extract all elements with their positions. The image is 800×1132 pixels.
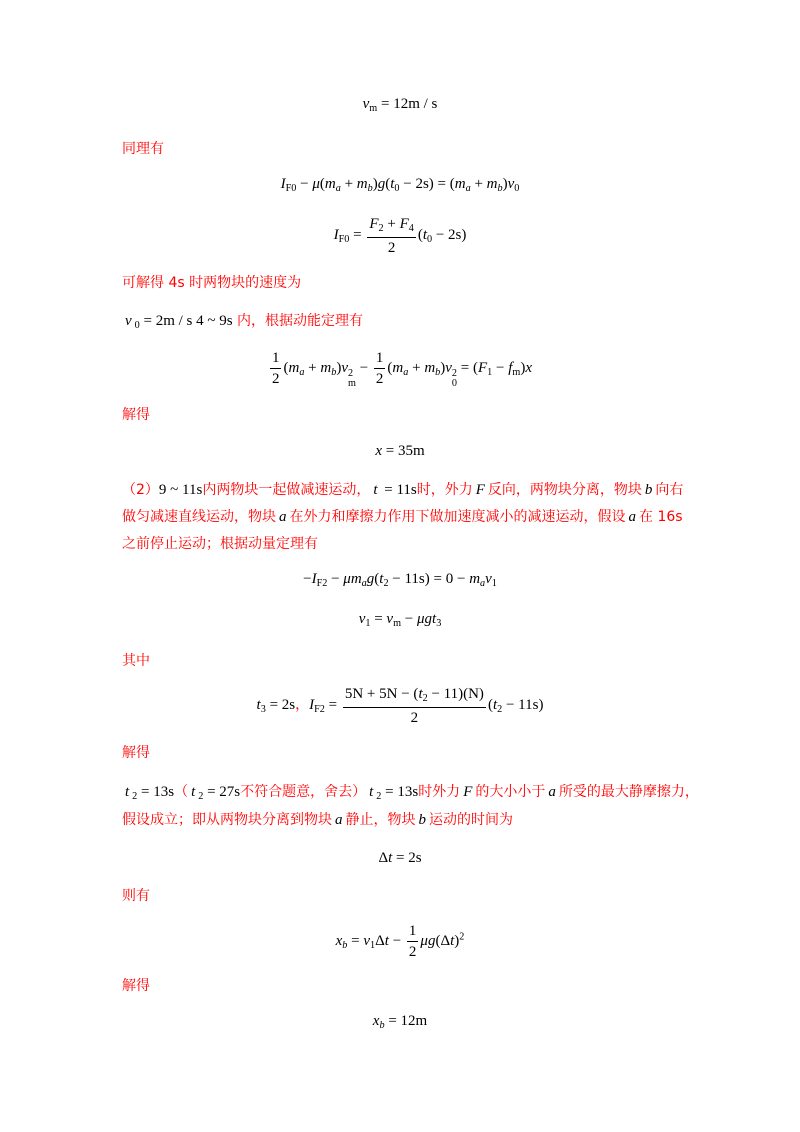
subscript: b	[331, 366, 337, 378]
math-italic: v	[386, 611, 394, 627]
math-italic: μ	[312, 176, 320, 192]
math-text: )	[372, 176, 378, 192]
subscript: 0	[134, 319, 140, 331]
math-text: +	[470, 176, 487, 192]
formula-kinetic-energy	[100, 345, 700, 393]
math-text: Δ	[375, 932, 385, 949]
math-italic: t	[450, 932, 455, 949]
math-text: − 2s)	[432, 227, 467, 244]
math-text: (Δ	[435, 932, 451, 949]
math-text: 1	[271, 349, 280, 366]
math-text: )	[520, 359, 526, 376]
math-italic: F	[369, 216, 379, 233]
math-italic: t	[492, 697, 498, 714]
subscript: 2	[376, 790, 382, 802]
math-text: 4 ~ 9s	[196, 313, 233, 329]
math-text: − 2s) = (	[399, 176, 455, 192]
math-text: (	[387, 359, 393, 376]
text-t2-result-line1	[122, 784, 722, 802]
subscript: a	[361, 577, 367, 589]
text-run: 在外力和摩擦力作用下做加速度减小的减速运动，假设	[289, 509, 626, 525]
fraction-numerator	[407, 922, 419, 942]
math-text: 2	[271, 370, 280, 387]
subscript: m	[393, 617, 402, 629]
math-text: = 12m / s	[377, 96, 438, 112]
math-italic: a	[548, 784, 556, 800]
math-text: )	[502, 176, 508, 192]
math-italic: t	[384, 932, 389, 949]
math-italic: I	[333, 227, 339, 244]
math-text: = 2s	[265, 697, 296, 714]
formula-impulse-force	[100, 212, 700, 260]
math-italic: a	[335, 812, 343, 828]
formula-x-result	[100, 442, 700, 460]
math-italic: x	[335, 932, 343, 949]
formula-xb	[100, 917, 700, 965]
math-italic: I	[309, 697, 315, 714]
math-text: = (	[457, 359, 478, 376]
math-text: =	[347, 932, 364, 949]
subscript: 1	[370, 939, 376, 951]
superscript: 2	[459, 930, 465, 942]
fraction-denominator	[270, 369, 282, 388]
math-italic: t	[379, 571, 384, 587]
text-run: ，	[295, 697, 310, 714]
math-text: = 2s	[392, 850, 422, 866]
subscript: 2	[132, 790, 138, 802]
subscript: 0	[451, 378, 458, 389]
math-italic: m	[469, 571, 481, 587]
math-italic: g	[366, 571, 375, 587]
math-text: )	[440, 359, 446, 376]
text-then: 则有	[122, 888, 150, 904]
math-italic: v	[341, 359, 348, 376]
math-text: −	[355, 359, 372, 376]
math-text: 2	[410, 709, 419, 726]
math-text: −	[303, 571, 312, 587]
superscript: 2	[348, 367, 354, 379]
subscript: 0	[427, 234, 433, 246]
text-solve-1: 解得	[122, 407, 150, 423]
formula-delta-t	[100, 849, 700, 867]
math-italic: b	[644, 482, 653, 498]
text-run: 不符合题意，舍去）	[240, 784, 367, 800]
math-italic: x	[372, 1013, 380, 1029]
subscript: m	[512, 366, 521, 378]
mixed-text	[122, 481, 683, 499]
subscript: b	[435, 366, 441, 378]
math-text: +	[383, 216, 400, 233]
math-text: −	[296, 176, 313, 192]
subscript: b	[379, 1019, 385, 1031]
superscript: 2	[451, 367, 458, 379]
subscript: b	[497, 182, 503, 194]
math-text: 2	[387, 239, 396, 256]
math-italic: μm	[343, 571, 362, 587]
equation	[375, 442, 424, 460]
math-text: 9 ~ 11s	[158, 482, 203, 498]
subscript: 0	[514, 182, 520, 194]
text-run: 所受的最大静摩擦力，	[558, 784, 699, 800]
math-text: = 13s	[381, 784, 419, 800]
subscript: m	[369, 102, 378, 114]
math-italic: g	[377, 176, 386, 192]
math-text: 2	[375, 370, 384, 387]
math-italic: t	[390, 176, 395, 192]
mixed-text	[122, 508, 683, 526]
fraction-numerator	[374, 349, 386, 369]
math-text: Δ	[378, 850, 389, 866]
text-run: 反向，两物块分离，物块	[487, 482, 642, 498]
math-italic: t	[256, 697, 261, 714]
subscript: m	[348, 378, 356, 389]
mixed-text	[122, 313, 363, 331]
fraction-numerator	[343, 685, 486, 707]
math-italic: v	[358, 611, 366, 627]
text-solve-3: 解得	[122, 978, 150, 994]
math-italic: m	[486, 176, 498, 192]
text-run: 假设成立；即从两物块分离到物块	[122, 812, 332, 828]
math-italic: F	[463, 784, 473, 800]
math-italic: t	[422, 227, 427, 244]
math-text: +	[408, 359, 425, 376]
math-italic: x	[375, 443, 383, 459]
math-italic: t	[125, 784, 130, 800]
subscript: F2	[314, 704, 325, 716]
text-run: （	[174, 784, 189, 800]
math-italic: a	[279, 509, 287, 525]
text-part2-line3: 之前停止运动；根据动量定理有	[122, 536, 318, 552]
subscript: F0	[285, 182, 297, 194]
text-run: 静止，物块	[345, 812, 416, 828]
math-text: (	[417, 227, 423, 244]
text-run: 时外力	[418, 784, 461, 800]
math-italic: v	[485, 571, 492, 587]
fraction	[407, 922, 419, 961]
formula-xb-result	[100, 1013, 700, 1031]
math-italic: F	[399, 216, 409, 233]
fraction	[270, 349, 282, 388]
math-italic: m	[424, 359, 436, 376]
mixed-text	[122, 811, 513, 829]
math-italic: F	[477, 359, 488, 376]
subscript: 2	[383, 577, 389, 589]
math-text: − 11s) = 0 −	[388, 571, 470, 587]
math-text: = 35m	[382, 443, 425, 459]
subscript: 3	[260, 704, 266, 716]
math-text: (	[487, 697, 493, 714]
fraction	[374, 349, 386, 388]
math-italic: t	[388, 850, 393, 866]
text-run: 时，外力	[416, 482, 473, 498]
math-text: (	[319, 176, 325, 192]
math-italic: I	[280, 176, 286, 192]
math-italic: μgt	[417, 611, 437, 627]
text-run: 做匀减速直线运动，物块	[122, 509, 276, 525]
fraction-denominator	[367, 238, 416, 257]
math-italic: m	[324, 176, 336, 192]
math-italic: b	[418, 812, 426, 828]
math-italic: t	[191, 784, 196, 800]
text-run: 的大小小于	[475, 784, 546, 800]
formula-t3-and-if2	[100, 682, 700, 730]
equation	[334, 215, 467, 256]
subscript: a	[299, 366, 305, 378]
equation	[373, 1013, 427, 1031]
equation	[281, 176, 520, 194]
math-text: )	[454, 932, 460, 949]
text-run: 内，根据动能定理有	[232, 313, 364, 329]
math-text: − 11s)	[502, 697, 544, 714]
subscript: a	[403, 366, 409, 378]
text-v0-and-energy-theorem	[122, 313, 722, 331]
math-text: −	[401, 611, 417, 627]
text-run: 向右	[655, 482, 684, 498]
math-italic: m	[288, 359, 300, 376]
text-solve-v0-intro: 可解得 4s 时两物块的速度为	[122, 275, 302, 291]
math-italic: t	[418, 686, 423, 703]
math-italic: v	[507, 176, 515, 192]
subscript: 2	[198, 790, 204, 802]
fraction	[367, 215, 416, 256]
fraction-numerator	[367, 215, 416, 237]
math-text: +	[340, 176, 357, 192]
math-italic: t	[369, 784, 374, 800]
text-solve-2: 解得	[122, 745, 150, 761]
subscript: 4	[408, 223, 414, 235]
subscript: 3	[436, 617, 442, 629]
formula-momentum	[100, 571, 700, 589]
subscript: 1	[487, 366, 493, 378]
math-italic: m	[320, 359, 332, 376]
math-text: =	[349, 227, 366, 244]
math-text: = 27s	[203, 784, 241, 800]
math-text: −	[492, 359, 509, 376]
math-text: 1	[375, 349, 384, 366]
equation	[303, 571, 497, 589]
math-italic: f	[508, 359, 513, 376]
math-text: 5N + 5N − (	[344, 686, 419, 703]
subscript: b	[342, 939, 348, 951]
math-italic: v	[362, 96, 370, 112]
fraction-denominator	[407, 942, 419, 961]
subscript: a	[480, 577, 486, 589]
math-italic: v	[125, 313, 132, 329]
math-text: = 11s	[380, 482, 417, 498]
subscript: F2	[316, 577, 328, 589]
math-text: )	[336, 359, 342, 376]
subscript: a	[335, 182, 341, 194]
math-italic: m	[356, 176, 368, 192]
math-text: 2	[408, 943, 417, 960]
math-text: +	[304, 359, 321, 376]
math-text: (	[283, 359, 289, 376]
math-italic: a	[628, 509, 636, 525]
formula-vm-result	[100, 96, 700, 114]
math-italic: I	[311, 571, 317, 587]
subscript: 1	[491, 577, 497, 589]
text-part2-line1	[122, 481, 722, 499]
subscript: 1	[365, 617, 371, 629]
subscript: 2	[422, 693, 428, 705]
math-text: (	[385, 176, 391, 192]
math-text: = 12m	[384, 1013, 428, 1029]
math-text: −	[388, 932, 405, 949]
math-text: 1	[408, 922, 417, 939]
subscript: b	[367, 182, 373, 194]
text-run: 在 16s	[639, 509, 683, 525]
equation	[359, 611, 442, 629]
text-run: （2）	[122, 482, 159, 498]
formula-v1	[100, 611, 700, 629]
text-similarly: 同理有	[122, 141, 164, 157]
mixed-text	[122, 784, 699, 802]
fraction-denominator	[343, 708, 486, 727]
subscript: a	[465, 182, 471, 194]
math-text: (	[374, 571, 380, 587]
math-italic: m	[392, 359, 404, 376]
subscript: F0	[338, 234, 350, 246]
text-run: 内两物块一起做减速运动，	[202, 482, 371, 498]
text-run: 运动的时间为	[429, 812, 513, 828]
equation	[257, 685, 544, 726]
math-text: − 11)(N)	[427, 686, 484, 703]
math-italic: v	[363, 932, 371, 949]
math-italic: x	[525, 359, 532, 376]
equation	[336, 922, 465, 961]
equation	[378, 849, 421, 867]
fraction-denominator	[374, 369, 386, 388]
math-text: =	[370, 611, 387, 627]
subscript: 2	[497, 704, 503, 716]
math-italic: t	[373, 482, 378, 498]
math-text: = 13s	[137, 784, 175, 800]
math-italic: m	[454, 176, 466, 192]
subscript: 2	[378, 223, 384, 235]
subscript: 0	[394, 182, 400, 194]
fraction-numerator	[270, 349, 282, 369]
math-text: =	[324, 697, 341, 714]
equation	[363, 96, 438, 114]
formula-impulse-equation	[100, 176, 700, 194]
sub-superscript	[348, 369, 356, 389]
fraction	[343, 685, 486, 726]
equation	[268, 349, 532, 389]
text-t2-result-line2	[122, 811, 722, 829]
math-text: = 2m / s	[139, 313, 197, 329]
math-text: −	[327, 571, 344, 587]
text-part2-line2	[122, 508, 722, 526]
math-italic: v	[445, 359, 452, 376]
math-italic: μg	[420, 932, 436, 949]
text-where: 其中	[122, 653, 150, 669]
math-italic: F	[475, 482, 485, 498]
